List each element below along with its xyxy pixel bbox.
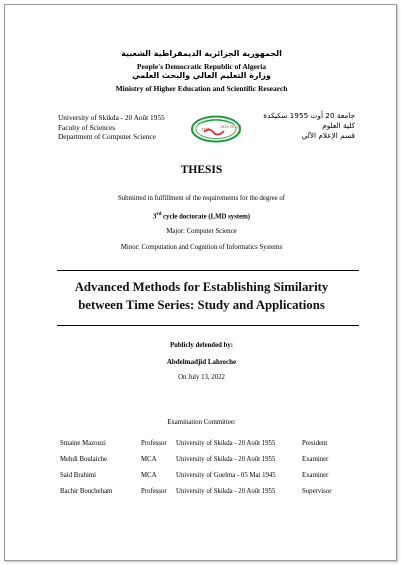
degree-ordinal: rd [156,212,162,217]
member-role: Examiner [302,456,329,464]
degree-text: cycle doctorate (LMD system) [161,213,251,221]
member-institution: University of Skikda - 20 Août 1955 [176,487,276,495]
arabic-faculty-name: كلية العلوم [322,121,355,130]
arabic-department-name: قسم الإعلام الآلي [301,131,355,140]
republic-title: People's Democratic Republic of Algeria [136,62,267,71]
title-top-rule [57,270,359,271]
department-name: Department of Computer Science [58,132,156,142]
member-name: Smaine Mazouzi [60,440,106,448]
thesis-title-line-1: Advanced Methods for Establishing Similarity [74,280,329,294]
member-grade: Professor [141,487,167,495]
submission-statement: Submitted in fulfillment of the requirements for the degree of [117,195,286,202]
degree-line [5,212,398,220]
ministry-title: Ministry of Higher Education and Scientific Research [115,84,288,93]
thesis-title-line-2: between Time Series: Study and Applications [78,298,325,312]
thesis-title [5,278,398,314]
university-logo-graphic [190,115,242,143]
institution-right [263,111,355,141]
arabic-university-name: جامعة 20 أوت 1955 سكيكدة [263,111,355,120]
table-row [60,452,342,468]
major-line: Major: Computer Science [166,228,237,235]
member-role: President [302,440,328,448]
member-institution: University of Skikda - 20 Août 1955 [176,440,276,448]
author-name: Abdelmadjid Lahreche [166,358,237,366]
member-name: Said Brahimi [60,471,97,479]
member-grade: Professor [141,440,167,448]
table-row [60,483,342,499]
member-name: Mehdi Boulaiche [60,456,108,464]
defense-label: Publicly defended by: [169,342,234,349]
member-name: Bachir Boucheham [60,487,113,495]
member-institution: University of Guelma - 05 Mai 1945 [176,471,276,479]
committee-table [60,436,342,499]
arabic-ministry-title: وزارة التعليم العالي والبحث العلمي [132,71,271,80]
degree-number: 3 [152,213,157,221]
member-institution: University of Skikda - 20 Août 1955 [176,456,276,464]
logo-text: 1955 أوت 20 [220,125,241,129]
arabic-republic-title: الجمهورية الجزائرية الديمقراطية الشعبية [121,49,282,58]
faculty-name: Faculty of Sciences [58,122,116,132]
member-role: Supervisor [302,487,332,495]
title-bottom-rule [57,325,359,326]
logo-year: 1955 [201,127,211,132]
member-role: Examiner [302,471,329,479]
defense-date: On July 13, 2022 [178,374,225,381]
table-row [60,468,342,484]
committee-label: Examination Committee: [167,419,236,426]
university-logo [190,115,242,143]
table-row [60,436,342,452]
thesis-cover-page [4,4,397,561]
member-grade: MCA [141,456,157,464]
member-grade: MCA [141,471,157,479]
thesis-heading: THESIS [180,164,223,176]
university-name: University of Skikda - 20 Août 1955 [58,113,165,122]
minor-line: Minor: Computation and Cognition of Informatics Systems [120,244,283,251]
institution-left [58,113,165,142]
